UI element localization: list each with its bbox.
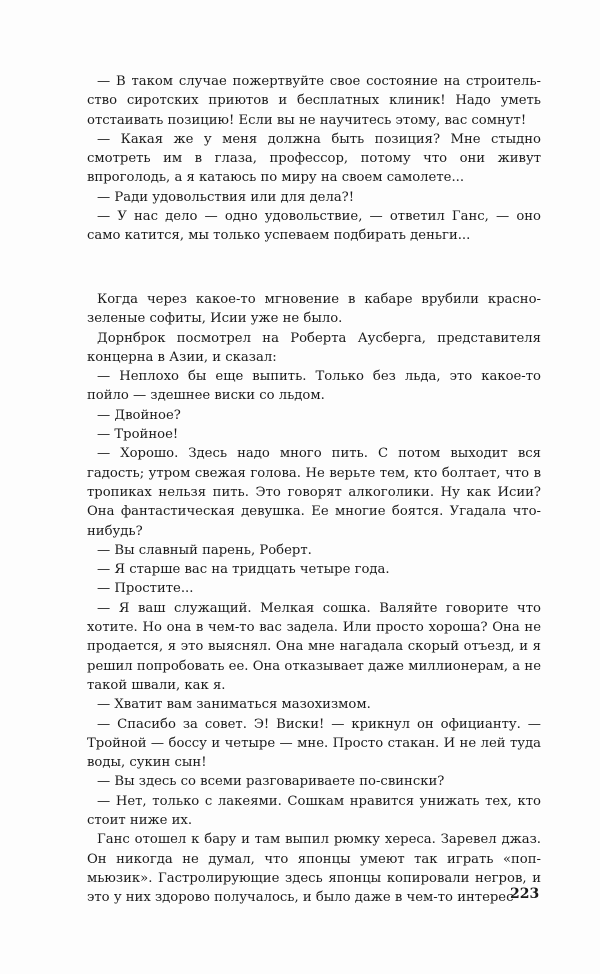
paragraph: — Двойное? bbox=[97, 407, 181, 423]
paragraph: — Неплохо бы еще выпить. Только без льда, это какое-то пойло — здешнее виски со льдом. bbox=[87, 369, 541, 404]
paragraph: — В таком случае пожертвуйте свое состояние на строительство сиротских приютов и бесплатных клиник! Надо уметь отстаивать позицию! Если вы не научитесь этому, вас сомнут! bbox=[87, 74, 541, 128]
paragraph: — Вы здесь со всеми разговариваете по-свински? bbox=[97, 774, 445, 790]
paragraph: — Простите... bbox=[97, 581, 194, 597]
paragraph: — Вы славный парень, Роберт. bbox=[97, 542, 312, 558]
paragraph: — Я старше вас на тридцать четыре года. bbox=[97, 562, 390, 578]
paragraph: Когда через какое-то мгновение в кабаре врубили красно-зеленые софиты, Исии уже не было. bbox=[87, 292, 541, 327]
paragraph: Ганс отошел к бару и там выпил рюмку хереса. Заревел джаз. Он никогда не думал, что японцы умеют так играть «поп-мьюзик». Гастролирующие здесь японцы копировали негров, и это у них здорово получалось, и было даже в чем-то интерес- bbox=[87, 832, 541, 906]
paragraph: — Хватит вам заниматься мазохизмом. bbox=[97, 697, 371, 713]
paragraph: — Нет, только с лакеями. Сошкам нравится унижать тех, кто стоит ниже их. bbox=[87, 793, 541, 829]
paragraph: — Какая же у меня должна быть позиция? Мне стыдно смотреть им в глаза, профессор, потому что они живут впроголодь, а я катаюсь по миру на своем самолете... bbox=[87, 131, 541, 186]
paragraph: — Ради удовольствия или для дела?! bbox=[97, 189, 355, 205]
paragraph: — Я ваш служащий. Мелкая сошка. Валяйте говорите что хотите. Но она в чем-то вас задела. Или просто хороша? Она не продается, я это выяснял. Она мне нагадала скорый отъезд, и я решил попробовать ее. Она отказывает даже миллионерам, а не такой швали, как я. bbox=[87, 600, 541, 693]
dialogue-section-1 bbox=[87, 72, 541, 246]
narrative-section-2 bbox=[87, 290, 541, 908]
paragraph: — Хорошо. Здесь надо много пить. С потом выходит вся гадость; утром свежая голова. Не верьте тем, кто болтает, что в тропиках нельзя пить. Это говорят алкоголики. Ну как Исии? Она фантастическая девушка. Ее многие боятся. Угадала что-нибудь? bbox=[87, 446, 541, 539]
page-number: 223 bbox=[510, 886, 540, 902]
paragraph: — У нас дело — одно удовольствие, — ответил Ганс, — оно само катится, мы только успеваем подбирать деньги... bbox=[87, 209, 541, 244]
paragraph: — Тройное! bbox=[97, 427, 179, 443]
paragraph: Дорнброк посмотрел на Роберта Аусберга, представителя концерна в Азии, и сказал: bbox=[87, 330, 541, 365]
paragraph: — Спасибо за совет. Э! Виски! — крикнул он официанту. — Тройной — боссу и четыре — мне. Просто стакан. И не лей туда воды, сукин сын! bbox=[87, 716, 541, 771]
